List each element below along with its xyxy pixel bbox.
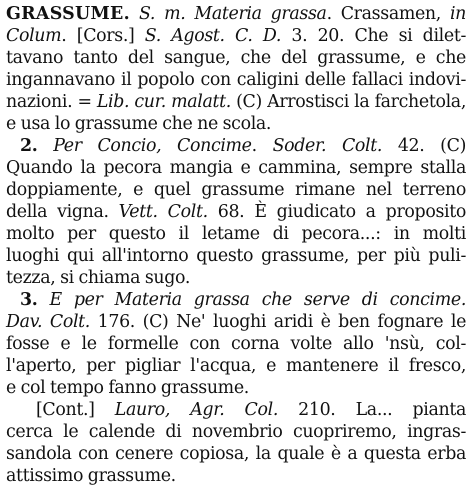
text-line — [6, 465, 466, 487]
italic-text: Lib. cur. malatt. — [96, 92, 231, 112]
italic-text: Colum — [6, 26, 62, 46]
text-segment: 3. 20. Che si dilet- — [281, 26, 466, 46]
italic-text: S. Agost. C. D. — [144, 26, 282, 46]
text-line — [6, 377, 466, 399]
dictionary-entry — [6, 3, 466, 487]
sense-paragraph-2 — [6, 135, 466, 289]
text-segment: 176. (C) Ne' luoghi aridi è ben fognare le — [89, 312, 467, 332]
text-segment: tezza, si chiama sugo. — [6, 268, 191, 288]
text-line — [6, 3, 466, 25]
text-line — [6, 333, 466, 355]
text-line — [6, 421, 466, 443]
text-segment: luoghi qui all'intorno questo grassume, per più puli- — [6, 246, 466, 266]
text-segment: l'aperto, per pigliar l'acqua, e mantenere il fresco, — [6, 356, 466, 376]
text-segment: fosse e le formelle con corna volte allo 'nsù, col- — [6, 334, 466, 354]
text-segment: tavano tanto del sangue, che del grassume, e che — [6, 48, 466, 68]
text-segment: Quando la pecora mangia e cammina, sempre stalla — [6, 158, 466, 178]
headword: GRASSUME. — [6, 4, 130, 24]
text-line — [6, 157, 466, 179]
text-line — [6, 47, 466, 69]
headword-paragraph — [6, 3, 466, 135]
text-segment: [Cont.] — [36, 400, 115, 420]
text-segment: doppiamente, e quel grassume rimane nel terreno — [6, 180, 466, 200]
text-segment: 42. (C) — [382, 136, 467, 156]
text-line — [6, 245, 466, 267]
text-line — [6, 443, 466, 465]
text-segment: 210. La... pianta — [278, 400, 467, 420]
text-line — [6, 223, 466, 245]
text-line — [6, 91, 466, 113]
text-line — [6, 289, 466, 311]
italic-text: Vett. Colt. — [118, 202, 208, 222]
italic-text: in — [449, 4, 466, 24]
text-segment: nazioni. = — [6, 92, 97, 112]
text-line — [6, 135, 466, 157]
italic-text: Concime — [177, 136, 252, 156]
sense-paragraph-3 — [6, 289, 466, 399]
text-segment: sandola con cenere copiosa, la quale è a questa erba — [6, 444, 466, 464]
sense-paragraph-4 — [6, 399, 466, 487]
italic-text: Materia grassa — [194, 4, 327, 24]
text-segment: e usa lo grassume che ne scola. — [6, 114, 272, 134]
text-line — [6, 113, 466, 135]
text-segment: e col tempo fanno grassume. — [6, 378, 249, 398]
text-line — [6, 355, 466, 377]
italic-text: Per Concio, — [37, 136, 178, 156]
text-line — [6, 25, 466, 47]
text-line — [6, 69, 466, 91]
text-line — [6, 179, 466, 201]
italic-text: E per Materia grassa che serve di concime. — [37, 290, 466, 310]
text-segment: attissimo grassume. — [6, 466, 176, 486]
text-line — [6, 201, 466, 223]
text-segment: . — [251, 136, 273, 156]
text-line — [6, 311, 466, 333]
text-line — [6, 267, 466, 289]
text-segment: della vigna. — [6, 202, 119, 222]
italic-text: Lauro, Agr. Col. — [114, 400, 279, 420]
sense-number: 2. — [20, 136, 38, 156]
italic-text: S. m. — [129, 4, 195, 24]
text-line — [6, 399, 466, 421]
text-segment: (C) Arrostisci la farchetola, — [230, 92, 466, 112]
text-segment: molto per questo il letame di pecora...: in molti — [6, 224, 466, 244]
text-segment: . [Cors.] — [61, 26, 145, 46]
text-segment: cerca le calende di novembrio cuopriremo, ingras- — [6, 422, 466, 442]
text-segment: 68. È giudicato a proposito — [207, 202, 466, 222]
italic-text: Dav. Colt. — [6, 312, 90, 332]
text-segment: . Crassamen, — [326, 4, 450, 24]
sense-number: 3. — [20, 290, 38, 310]
italic-text: Soder. Colt. — [272, 136, 383, 156]
text-segment: ingannavano il popolo con caligini delle fallaci indovi- — [6, 70, 466, 90]
